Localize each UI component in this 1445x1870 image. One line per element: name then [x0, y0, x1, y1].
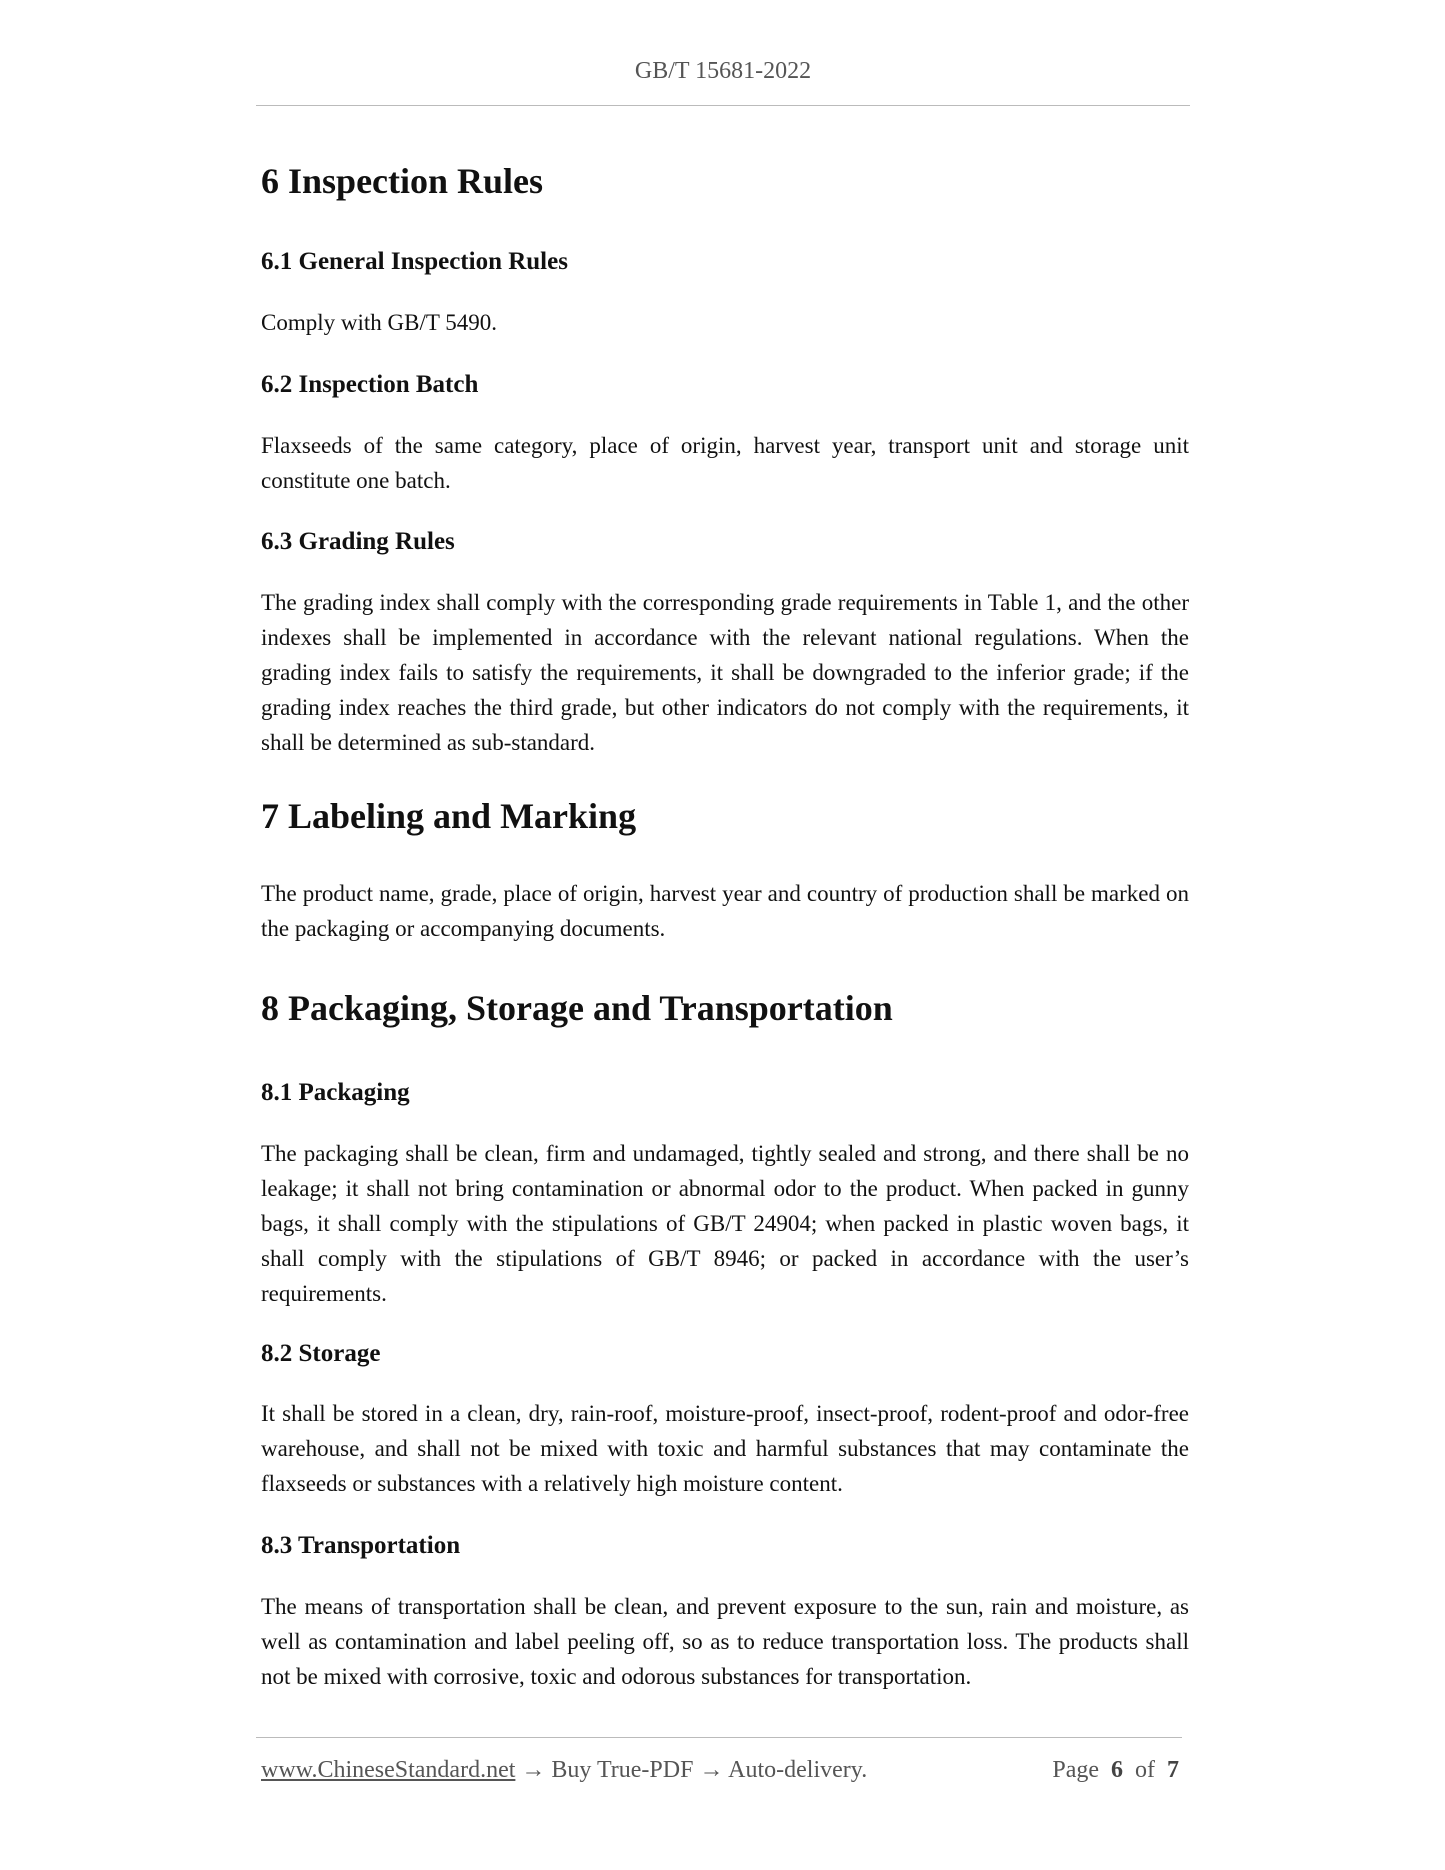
chinesestandard-link[interactable]: www.ChineseStandard.net [261, 1757, 516, 1783]
section-8-2-text: It shall be stored in a clean, dry, rain-roof, moisture-proof, insect-proof, rodent-proof and odor-free warehouse, and shall not be mixed with toxic and harmful substances that may contaminate the flaxseeds or substances with a relatively high moisture content. [261, 1401, 1189, 1496]
page-footer [261, 1757, 1183, 1784]
section-8-3-text: The means of transportation shall be clean, and prevent exposure to the sun, rain and moisture, as well as contamination and label peeling off, so as to reduce transportation loss. The products shall not be mixed with corrosive, toxic and odorous substances for transportation. [261, 1594, 1189, 1689]
section-6-3-text: The grading index shall comply with the corresponding grade requirements in Table 1, and the other indexes shall be implemented in accordance with the relevant national regulations. When the grading index fails to satisfy the requirements, it shall be downgraded to the inferior grade; if the grading index reaches the third grade, but other indicators do not comply with the requirements, it shall be determined as sub-standard. [261, 590, 1189, 755]
section-6-heading: 6 Inspection Rules [261, 161, 544, 201]
of-label: of [1135, 1757, 1155, 1783]
section-8-heading: 8 Packaging, Storage and Transportation [261, 988, 893, 1028]
section-6-1-text: Comply with GB/T 5490. [261, 310, 497, 335]
section-8-2-heading: 8.2 Storage [261, 1340, 381, 1367]
section-6-1-heading: 6.1 General Inspection Rules [261, 248, 568, 275]
section-7-text: The product name, grade, place of origin, harvest year and country of production shall be marked on the packaging or accompanying documents. [261, 881, 1189, 941]
page-number [1052, 1757, 1179, 1784]
section-8-3-heading: 8.3 Transportation [261, 1532, 461, 1559]
section-6-2-heading: 6.2 Inspection Batch [261, 371, 479, 398]
buy-true-pdf-text: Buy True-PDF [551, 1757, 694, 1783]
header-divider [256, 105, 1190, 106]
auto-delivery-text: Auto-delivery. [728, 1757, 868, 1783]
section-6-3-heading: 6.3 Grading Rules [261, 528, 455, 555]
arrow-right-icon: → [521, 1757, 546, 1783]
section-8-1-heading: 8.1 Packaging [261, 1079, 410, 1106]
section-8-1-text: The packaging shall be clean, firm and undamaged, tightly sealed and strong, and there shall be no leakage; it shall not bring contamination or abnormal odor to the product. When packed in gunny bags, it shall comply with the stipulations of GB/T 24904; when packed in plastic woven bags, it shall comply with the stipulations of GB/T 8946; or packed in accordance with the user’s requirements. [261, 1141, 1189, 1306]
page-header: GB/T 15681-2022 [634, 58, 812, 84]
section-6-2-text: Flaxseeds of the same category, place of origin, harvest year, transport unit and storage unit constitute one batch. [261, 433, 1189, 493]
page-current: 6 [1111, 1757, 1123, 1783]
section-7-heading: 7 Labeling and Marking [261, 796, 637, 836]
page-label: Page [1052, 1757, 1099, 1783]
footer-divider [256, 1737, 1182, 1738]
page-total: 7 [1167, 1757, 1179, 1783]
arrow-right-icon: → [699, 1757, 724, 1783]
